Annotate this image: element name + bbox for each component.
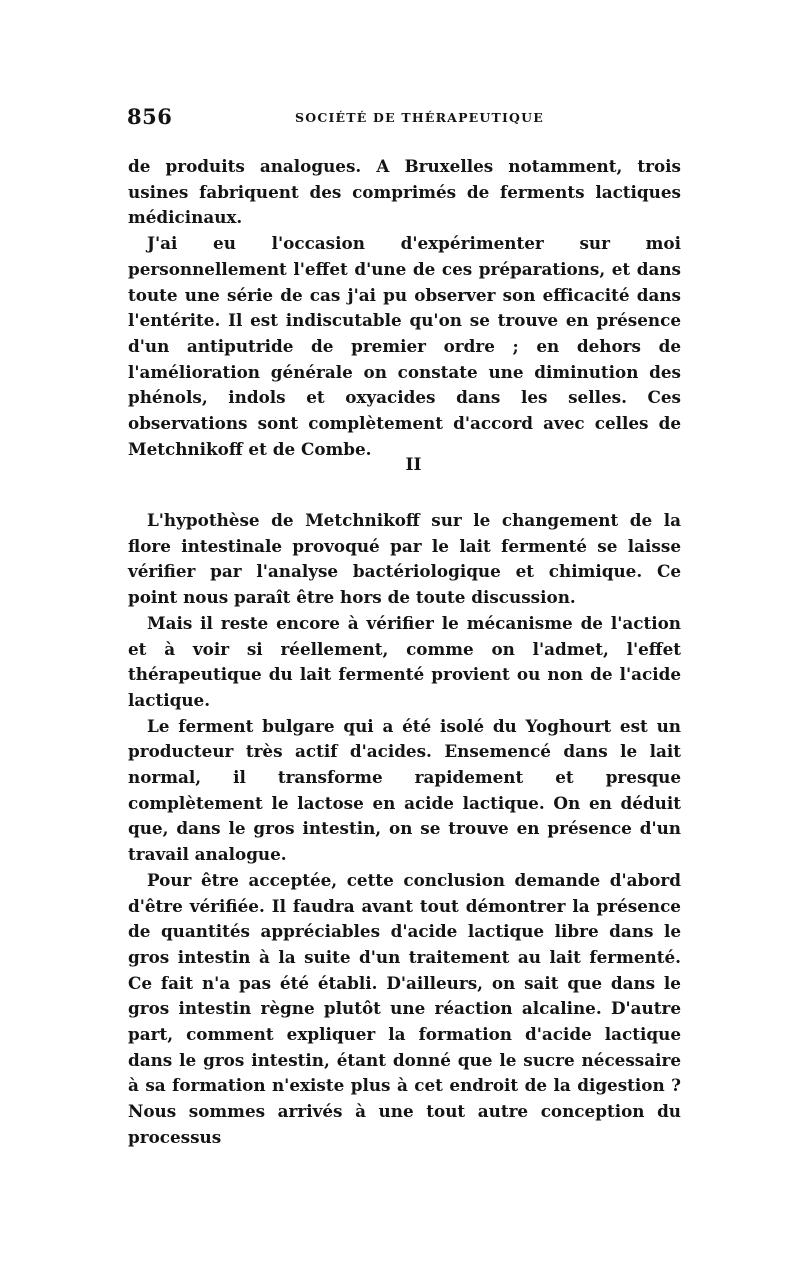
paragraph: L'hypothèse de Metchnikoff sur le changement de la flore intestinale provoqué par le lait fermenté se laisse vérifier par l'analyse bactériologique et chimique. Ce point nous paraît être hors de toute discussion. [128, 510, 681, 608]
paragraph: Pour être acceptée, cette conclusion demande d'abord d'être vérifiée. Il faudra avant tout démontrer la présence de quantités appréciables d'acide lactique libre dans le gros intestin à la suite d'un traitement au lait fermenté. Ce fait n'a pas été établi. D'ailleurs, on sait que dans le gros intestin règne plutôt une réaction alcaline. D'autre part, comment expliquer la formation d'acide lactique dans le gros intestin, étant donné que le sucre nécessaire à sa formation n'existe plus à cet endroit de la digestion ? Nous sommes arrivés à une tout autre conception du processus [128, 869, 681, 1147]
page-header [127, 104, 682, 134]
paragraph: Le ferment bulgare qui a été isolé du Yoghourt est un producteur très actif d'acides. Ensemencé dans le lait normal, il transforme rapidement et presque complètement le lactose en acide lactique. On en déduit que, dans le gros intestin, on se trouve en présence d'un travail analogue. [128, 715, 681, 865]
paragraph: Mais il reste encore à vérifier le mécanisme de l'action et à voir si réellement, comme on l'admet, l'effet thérapeutique du lait fermenté provient ou non de l'acide lactique. [128, 612, 681, 710]
paragraph: J'ai eu l'occasion d'expérimenter sur moi personnellement l'effet d'une de ces préparations, et dans toute une série de cas j'ai pu observer son efficacité dans l'entérite. Il est indiscutable qu'on se trouve en présence d'un antiputride de premier ordre ; en dehors de l'amélioration générale on constate une diminution des phénols, indols et oxyacides dans les selles. Ces observations sont complètement d'accord avec celles de Metchnikoff et de Combe. [128, 233, 681, 459]
body-text-bottom [128, 508, 681, 1151]
section-heading: II [405, 455, 422, 475]
running-title: SOCIÉTÉ DE THÉRAPEUTIQUE [295, 110, 544, 125]
body-text-top [128, 154, 681, 462]
paragraph: de produits analogues. A Bruxelles notamment, trois usines fabriquent des comprimés de ferments lactiques médicinaux. [128, 156, 681, 228]
page-number: 856 [127, 104, 173, 129]
